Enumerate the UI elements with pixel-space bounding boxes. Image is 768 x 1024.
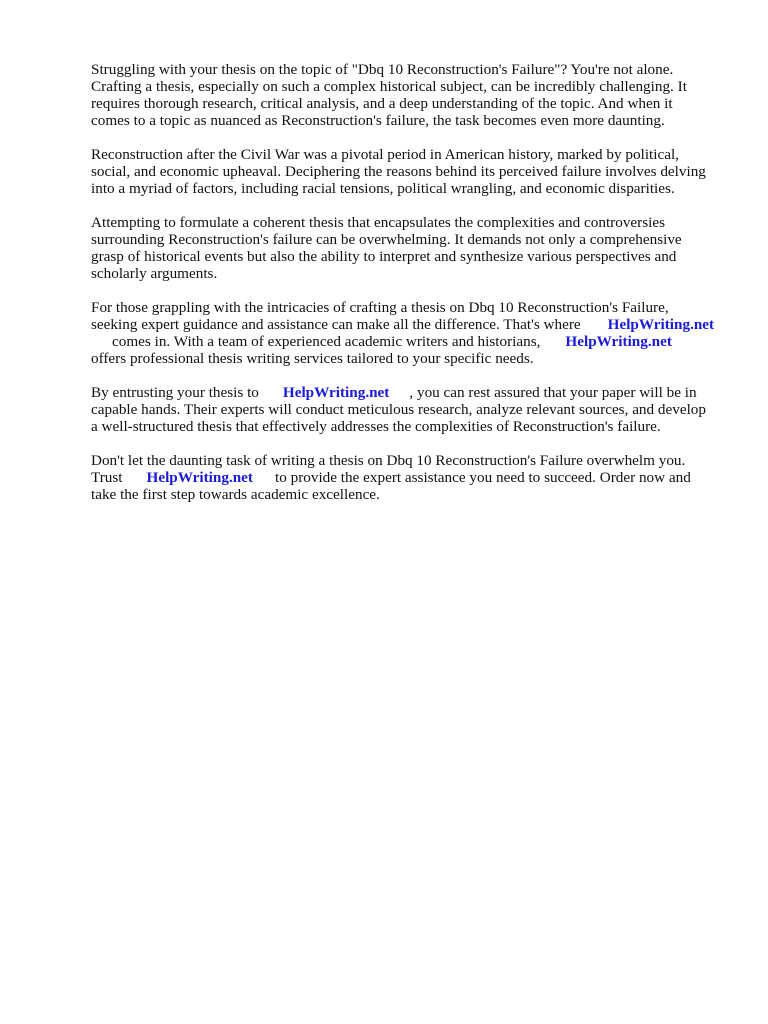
text-line: grasp of historical events but also the ability to interpret and synthesize various perspectives and [91, 248, 677, 265]
text-line: Struggling with your thesis on the topic of "Dbq 10 Reconstruction's Failure"? You're not alone. [91, 61, 674, 78]
helpwriting-link[interactable]: HelpWriting.net [146, 469, 253, 486]
text-line: Reconstruction after the Civil War was a pivotal period in American history, marked by political, [91, 146, 679, 163]
paragraph-intro [91, 61, 741, 129]
text-line [91, 316, 741, 333]
text-line: take the first step towards academic excellence. [91, 486, 380, 503]
text-segment: seeking expert guidance and assistance can make all the difference. That's where [91, 316, 581, 333]
text-line [91, 333, 741, 350]
text-segment: comes in. With a team of experienced academic writers and historians, [112, 333, 541, 350]
text-segment: to provide the expert assistance you need to succeed. Order now and [275, 469, 691, 486]
text-segment: By entrusting your thesis to [91, 384, 259, 401]
text-line: requires thorough research, critical analysis, and a deep understanding of the topic. And when it [91, 95, 673, 112]
text-line: Attempting to formulate a coherent thesis that encapsulates the complexities and controversies [91, 214, 665, 231]
paragraph-entrust [91, 384, 741, 435]
text-line: Don't let the daunting task of writing a thesis on Dbq 10 Reconstruction's Failure overwhelm you. [91, 452, 686, 469]
document-body [91, 61, 741, 520]
paragraph-background [91, 146, 741, 197]
text-line: For those grappling with the intricacies of crafting a thesis on Dbq 10 Reconstruction's Failure, [91, 299, 669, 316]
text-segment: , you can rest assured that your paper will be in [409, 384, 697, 401]
paragraph-closing [91, 452, 741, 503]
text-line: comes to a topic as nuanced as Reconstruction's failure, the task becomes even more daunting. [91, 112, 665, 129]
paragraph-challenge [91, 214, 741, 282]
helpwriting-link[interactable]: HelpWriting.net [282, 384, 390, 401]
text-segment: Trust [91, 469, 123, 486]
text-line: a well-structured thesis that effectively addresses the complexities of Reconstruction's failure. [91, 418, 661, 435]
text-line [91, 469, 741, 486]
text-line: scholarly arguments. [91, 265, 218, 282]
paragraph-offer [91, 299, 741, 367]
text-line: Crafting a thesis, especially on such a complex historical subject, can be incredibly challenging. It [91, 78, 687, 95]
helpwriting-link[interactable]: HelpWriting.net [565, 333, 672, 350]
text-line: surrounding Reconstruction's failure can be overwhelming. It demands not only a comprehensive [91, 231, 682, 248]
text-line: social, and economic upheaval. Deciphering the reasons behind its perceived failure involves delving [91, 163, 706, 180]
text-line [91, 384, 741, 401]
text-line: capable hands. Their experts will conduct meticulous research, analyze relevant sources, and develop [91, 401, 706, 418]
text-line: offers professional thesis writing services tailored to your specific needs. [91, 350, 534, 367]
helpwriting-link[interactable]: HelpWriting.net [607, 316, 715, 333]
text-line: into a myriad of factors, including racial tensions, political wrangling, and economic disparities. [91, 180, 675, 197]
